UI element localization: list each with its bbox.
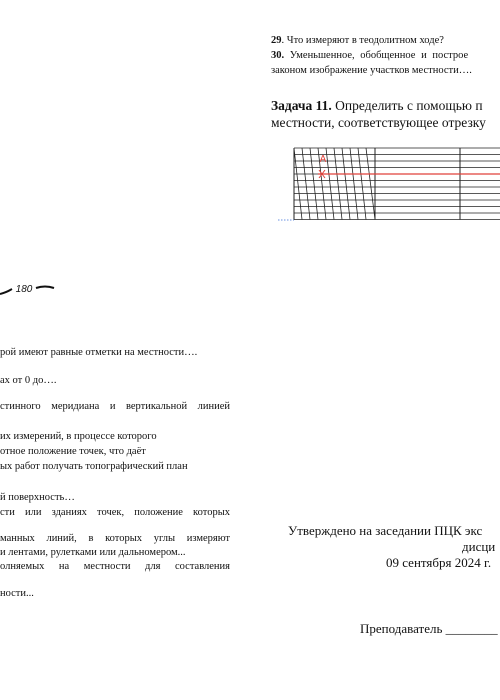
compass-arc-figure	[0, 278, 60, 300]
question-30-number: 30.	[271, 50, 285, 61]
task-11-label: Задача 11.	[271, 98, 332, 113]
scale-transversal-lines	[294, 148, 375, 220]
compass-label-180: 180	[15, 284, 33, 295]
question-29	[271, 34, 444, 47]
left-fragment-4: стинного меридиана и вертикальной линией	[0, 401, 230, 412]
teacher-blank: ________	[445, 621, 498, 636]
task-11-line2: местности, соответствующее отрезку	[271, 115, 486, 130]
left-fragment-8: й поверхность…	[0, 492, 75, 503]
transversal-scale-figure	[278, 144, 500, 224]
approval-line-1: Утверждено на заседании ПЦК экс	[288, 523, 483, 538]
point-a-label: A	[319, 154, 327, 165]
left-fragment-5: их измерений, в процессе которого	[0, 431, 157, 442]
question-29-text: . Что измеряют в теодолитном ходе?	[281, 35, 444, 46]
left-fragment-2: ах от 0 до….	[0, 375, 57, 386]
left-fragment-12: олняемых на местности для составления	[0, 561, 230, 572]
approval-date: 09 сентября 2024 г.	[386, 555, 492, 570]
task-11-line1: Определить с помощью п	[331, 98, 483, 113]
left-fragment-11: и лентами, рулетками или дальномером...	[0, 547, 186, 558]
left-fragment-6: отное положение точек, что даёт	[0, 446, 146, 457]
teacher-signature-line	[360, 621, 498, 637]
teacher-label: Преподаватель	[360, 621, 443, 636]
task-11-heading	[271, 97, 483, 114]
left-fragment-9: сти или зданиях точек, положение которых	[0, 507, 230, 518]
question-30	[271, 49, 468, 62]
left-fragment-1: рой имеют равные отметки на местности….	[0, 347, 198, 358]
approval-line-2: дисци	[462, 539, 496, 554]
left-fragment-13: ности...	[0, 588, 34, 599]
compass-arc-left	[0, 289, 12, 294]
question-30-line2: законом изображение участков местности….	[271, 65, 472, 76]
question-30-text-line1: Уменьшенное, обобщенное и построе	[284, 50, 469, 61]
left-fragment-7: ых работ получать топографический план	[0, 461, 188, 472]
question-29-number: 29	[271, 35, 282, 46]
left-fragment-10: манных линий, в которых углы измеряют	[0, 533, 230, 544]
compass-arc-right	[36, 287, 54, 289]
